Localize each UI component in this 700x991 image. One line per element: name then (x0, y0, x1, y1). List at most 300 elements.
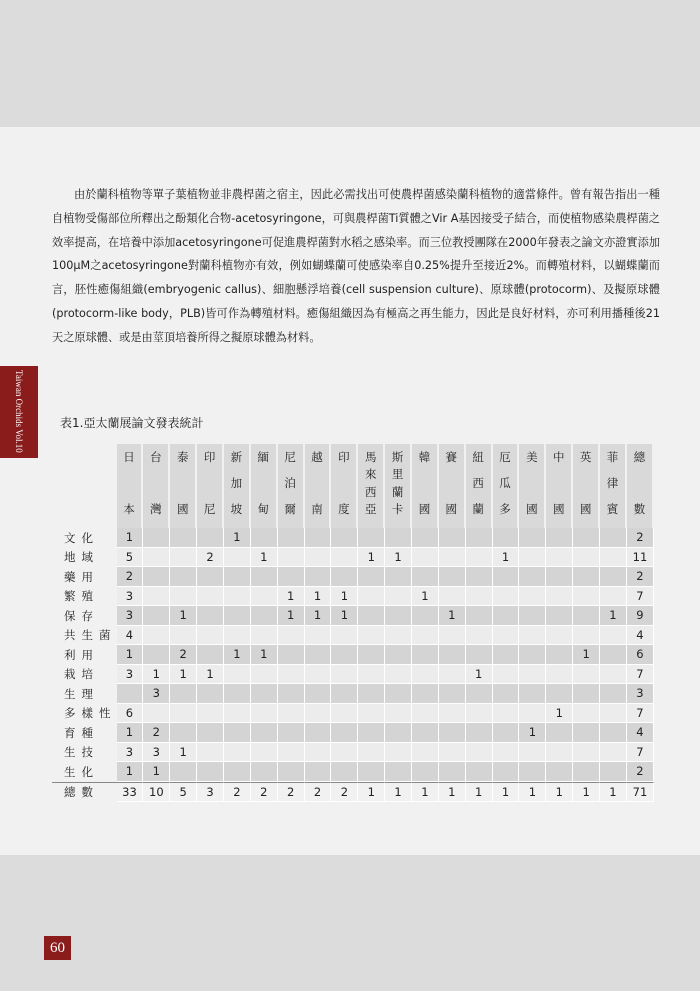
table-cell (358, 723, 385, 743)
table-cell (251, 704, 278, 724)
table-cell (546, 723, 573, 743)
table-cell (519, 704, 546, 724)
table-cell: 10 (143, 782, 170, 803)
column-header-char: 灣 (150, 502, 162, 516)
table-cell: 4 (627, 723, 654, 743)
table-cell (573, 684, 600, 704)
table-cell (251, 606, 278, 626)
table-cell (546, 587, 573, 607)
column-header-char (127, 476, 131, 490)
table-cell: 1 (331, 606, 358, 626)
table-cell: 1 (546, 782, 573, 803)
table-cell (439, 762, 466, 782)
table-cell (600, 567, 627, 587)
table-cell: 1 (224, 645, 251, 665)
table-cell (305, 528, 332, 548)
table-cell (143, 567, 170, 587)
column-header-char: 甸 (257, 502, 270, 516)
table-cell (278, 684, 305, 704)
table-cell (358, 704, 385, 724)
table-cell: 1 (385, 548, 412, 568)
column-header-char: 印 (203, 450, 216, 464)
table-cell (546, 665, 573, 685)
table-cell (493, 645, 520, 665)
column-header-char: 爾 (284, 502, 296, 516)
table-cell (493, 743, 520, 763)
table-cell (331, 548, 358, 568)
row-label: 共生菌 (64, 628, 117, 643)
table-cell (224, 704, 251, 724)
table-cell (546, 762, 573, 782)
column-header-char: 紐 (472, 450, 484, 464)
table-cell (546, 548, 573, 568)
table-cell: 1 (117, 723, 144, 743)
table-cell (305, 626, 332, 646)
table-cell (573, 528, 600, 548)
table-cell (197, 743, 224, 763)
table-cell (385, 567, 412, 587)
table-cell: 1 (197, 665, 224, 685)
table-cell (385, 743, 412, 763)
table-cell (600, 645, 627, 665)
table-cell (546, 645, 573, 665)
table-cell: 2 (627, 762, 654, 782)
column-header-char: 斯 (391, 450, 404, 464)
table-cell: 2 (278, 782, 305, 803)
table-cell (358, 665, 385, 685)
column-header-char: 尼 (284, 450, 296, 464)
column-header (305, 444, 332, 528)
table-cell: 1 (117, 528, 144, 548)
table-cell (170, 567, 197, 587)
table-cell (493, 704, 520, 724)
table-cell (412, 704, 439, 724)
table-cell: 1 (305, 606, 332, 626)
table-cell: 2 (170, 645, 197, 665)
table-cell: 1 (600, 606, 627, 626)
table-cell (251, 567, 278, 587)
column-header (117, 444, 144, 528)
table-row (52, 548, 654, 568)
column-header-char: 緬 (257, 450, 270, 464)
table-cell (224, 762, 251, 782)
row-label: 利用 (64, 647, 99, 662)
row-label: 文化 (64, 530, 99, 545)
table-corner-cell (52, 444, 117, 528)
table-cell (466, 743, 493, 763)
table-cell (466, 723, 493, 743)
table-cell (573, 743, 600, 763)
table-cell (385, 606, 412, 626)
table-cell (519, 645, 546, 665)
table-cell: 1 (573, 782, 600, 803)
top-margin-band (0, 0, 700, 127)
table-cell (600, 626, 627, 646)
table-cell (519, 684, 546, 704)
table-cell (224, 587, 251, 607)
table-row (52, 587, 654, 607)
table-cell (466, 567, 493, 587)
table-cell: 1 (358, 782, 385, 803)
body-paragraph-block (52, 183, 660, 350)
column-header-char: 馬 (364, 450, 377, 464)
table-cell: 1 (117, 645, 144, 665)
table-row (52, 762, 654, 782)
table-cell (143, 626, 170, 646)
table-cell: 2 (143, 723, 170, 743)
column-header-char: 菲 (606, 450, 619, 464)
table-cell (251, 762, 278, 782)
table-cell (197, 587, 224, 607)
table-cell (305, 762, 332, 782)
bottom-margin-band (0, 855, 700, 991)
table-cell: 2 (627, 567, 654, 587)
column-header-char: 泰 (176, 450, 189, 464)
table-cell (197, 645, 224, 665)
table-cell: 5 (117, 548, 144, 568)
statistics-table (52, 444, 654, 802)
column-header-char: 新 (230, 450, 243, 464)
table-cell (493, 567, 520, 587)
column-header (143, 444, 170, 528)
column-header-char (557, 476, 561, 490)
table-cell: 1 (493, 782, 520, 803)
column-header-char: 印 (338, 450, 350, 464)
table-cell (519, 548, 546, 568)
table-cell: 9 (627, 606, 654, 626)
column-header-char: 日 (123, 450, 135, 464)
column-header-char: 總 (633, 450, 646, 464)
table-cell: 2 (627, 528, 654, 548)
table-cell (224, 626, 251, 646)
table-cell (385, 684, 412, 704)
table-cell (466, 684, 493, 704)
table-cell (600, 684, 627, 704)
column-header-char: 卡 (391, 501, 404, 516)
column-header (224, 444, 251, 528)
table-cell (412, 606, 439, 626)
table-cell (600, 762, 627, 782)
body-paragraph: 由於蘭科植物等單子葉植物並非農桿菌之宿主，因此必需找出可使農桿菌感染蘭科植物的適當條件。曾有報告指出一種自植物受傷部位所釋出之酚類化合物-acetosyringone，可與農桿菌Ti質體之Vir A基因接受子結合，而使植物感染農桿菌之效率提高，在培養中添加acetosyringone可促進農桿菌對水稻之感染率。而三位教授團隊在2000年發表之論文亦證實添加100μM之acetosyringone對蘭科植物亦有效，例如蝴蝶蘭可使感染率自0.25%提升至接近2%。而轉殖材料，以蝴蝶蘭而言，胚性癒傷組織(embryogenic callus)、細胞懸浮培養(cell suspension culture)、原球體(protocorm)、及擬原球體(protocorm-like body，PLB)皆可作為轉殖材料。癒傷組織因為有極高之再生能力，因此是良好材料，亦可利用播種後21天之原球體、或是由莖頂培養所得之擬原球體為材料。 (52, 188, 660, 344)
table-caption: 表1.亞太蘭展論文發表統計 (60, 416, 204, 430)
table-cell (439, 626, 466, 646)
table-cell (412, 665, 439, 685)
table-cell (170, 704, 197, 724)
column-header (627, 444, 654, 528)
column-header-char: 中 (552, 450, 565, 464)
table-cell (493, 626, 520, 646)
table-cell (278, 743, 305, 763)
table-cell: 33 (117, 782, 144, 803)
table-cell (143, 645, 170, 665)
table-cell: 1 (573, 645, 600, 665)
table-cell (331, 684, 358, 704)
column-header (466, 444, 493, 528)
table-cell (278, 723, 305, 743)
column-header-char: 賓 (606, 502, 619, 516)
column-header (278, 444, 305, 528)
column-header-char (181, 476, 185, 490)
column-header-char: 多 (499, 502, 511, 516)
table-cell (412, 723, 439, 743)
row-label: 生化 (64, 764, 99, 779)
table-total-row (52, 782, 654, 803)
table-cell (278, 704, 305, 724)
table-cell (412, 645, 439, 665)
table-cell (439, 665, 466, 685)
table-cell (493, 723, 520, 743)
column-header (573, 444, 600, 528)
table-cell (251, 626, 278, 646)
column-header-char: 來 (364, 467, 377, 482)
table-cell (466, 762, 493, 782)
column-header-char: 美 (526, 450, 538, 464)
table-cell (573, 587, 600, 607)
table-cell: 1 (117, 762, 144, 782)
column-header-char (449, 476, 453, 490)
table-cell (251, 665, 278, 685)
table-cell: 1 (546, 704, 573, 724)
table-cell: 4 (117, 626, 144, 646)
table-cell (412, 684, 439, 704)
column-header-char: 蘭 (391, 484, 404, 499)
table-cell (170, 626, 197, 646)
table-cell (143, 548, 170, 568)
table-cell (331, 704, 358, 724)
table-cell: 1 (278, 606, 305, 626)
table-cell (224, 567, 251, 587)
column-header-char: 南 (311, 502, 323, 516)
table-row (52, 645, 654, 665)
table-cell (600, 723, 627, 743)
table-cell (385, 587, 412, 607)
table-cell: 1 (170, 743, 197, 763)
table-cell: 1 (331, 587, 358, 607)
table-cell (278, 762, 305, 782)
column-header-char (342, 476, 346, 490)
table-cell (197, 606, 224, 626)
column-header-char (530, 476, 534, 490)
table-cell (278, 665, 305, 685)
table-cell: 1 (224, 528, 251, 548)
table-cell (358, 684, 385, 704)
table-cell (331, 762, 358, 782)
table-cell (385, 528, 412, 548)
column-header-char (638, 476, 642, 490)
table-cell (358, 528, 385, 548)
table-cell: 6 (117, 704, 144, 724)
column-header-char: 瓜 (499, 476, 511, 490)
column-header-char: 西 (472, 476, 484, 490)
table-cell (519, 665, 546, 685)
table-cell (331, 665, 358, 685)
table-cell (331, 528, 358, 548)
column-header (519, 444, 546, 528)
table-cell: 4 (627, 626, 654, 646)
table-cell: 2 (331, 782, 358, 803)
row-label: 地域 (64, 550, 99, 565)
table-row (52, 567, 654, 587)
table-cell (170, 684, 197, 704)
table-cell (385, 626, 412, 646)
table-cell (466, 587, 493, 607)
table-cell: 7 (627, 743, 654, 763)
table-cell: 3 (627, 684, 654, 704)
table-cell (385, 762, 412, 782)
table-cell: 7 (627, 665, 654, 685)
table-cell (573, 567, 600, 587)
column-header-char: 厄 (499, 450, 511, 464)
table-cell (493, 684, 520, 704)
column-header-char: 國 (176, 502, 189, 516)
column-header-char (261, 476, 265, 490)
table-cell (546, 528, 573, 548)
table-cell (600, 704, 627, 724)
table-cell (493, 665, 520, 685)
table-cell: 3 (117, 606, 144, 626)
table-cell: 1 (358, 548, 385, 568)
table-cell (143, 606, 170, 626)
column-header (412, 444, 439, 528)
column-header-char: 越 (311, 450, 323, 464)
table-cell: 3 (143, 684, 170, 704)
table-cell (143, 587, 170, 607)
table-cell (358, 645, 385, 665)
column-header (546, 444, 573, 528)
table-cell (439, 567, 466, 587)
table-cell: 7 (627, 587, 654, 607)
table-cell (519, 743, 546, 763)
column-header-char: 加 (230, 476, 243, 490)
column-header (385, 444, 412, 528)
column-header-char: 尼 (203, 502, 216, 516)
table-cell (466, 704, 493, 724)
table-cell: 1 (305, 587, 332, 607)
table-cell (197, 684, 224, 704)
column-header-char: 律 (606, 476, 619, 490)
table-cell: 1 (466, 782, 493, 803)
table-cell (439, 704, 466, 724)
table-cell (439, 743, 466, 763)
table-cell: 3 (117, 665, 144, 685)
column-header-char (315, 476, 319, 490)
table-row (52, 606, 654, 626)
table-cell: 1 (600, 782, 627, 803)
row-label: 生理 (64, 686, 99, 701)
table-cell (358, 587, 385, 607)
table-cell (117, 684, 144, 704)
column-header-char: 賽 (445, 450, 458, 464)
table-cell (331, 723, 358, 743)
row-label: 藥用 (64, 569, 99, 584)
table-cell (519, 626, 546, 646)
row-label: 繁殖 (64, 589, 99, 604)
table-cell (251, 684, 278, 704)
table-cell (278, 548, 305, 568)
table-cell (331, 743, 358, 763)
table-cell: 3 (117, 743, 144, 763)
table-row (52, 743, 654, 763)
column-header (251, 444, 278, 528)
table-cell (331, 567, 358, 587)
table-cell (412, 528, 439, 548)
table-cell (331, 645, 358, 665)
table-cell (519, 587, 546, 607)
table-cell (466, 548, 493, 568)
table-cell (519, 606, 546, 626)
table-cell (519, 567, 546, 587)
table-cell (573, 665, 600, 685)
table-cell (466, 645, 493, 665)
column-header-char: 西 (364, 484, 377, 499)
table-cell (197, 626, 224, 646)
table-cell: 1 (466, 665, 493, 685)
column-header-char: 度 (338, 502, 350, 516)
column-header-char: 國 (526, 502, 538, 516)
column-header (493, 444, 520, 528)
table-cell (385, 723, 412, 743)
table-cell: 1 (412, 587, 439, 607)
column-header-char (208, 476, 212, 490)
table-cell (519, 762, 546, 782)
table-cell (385, 704, 412, 724)
table-body (52, 528, 654, 802)
table-cell: 1 (439, 782, 466, 803)
column-header-char: 泊 (284, 476, 296, 490)
table-cell (251, 528, 278, 548)
table-row (52, 626, 654, 646)
table-cell (143, 528, 170, 548)
row-label: 多樣性 (64, 706, 117, 721)
table-cell (305, 567, 332, 587)
table-cell (412, 762, 439, 782)
table-cell (412, 743, 439, 763)
table-cell: 2 (251, 782, 278, 803)
table-cell (170, 587, 197, 607)
table-cell (305, 704, 332, 724)
table-cell (224, 665, 251, 685)
table-cell (466, 528, 493, 548)
table-cell: 1 (519, 782, 546, 803)
table-cell (224, 684, 251, 704)
table-cell (358, 567, 385, 587)
column-header (331, 444, 358, 528)
table-cell (385, 665, 412, 685)
table-cell (224, 723, 251, 743)
table-cell: 3 (117, 587, 144, 607)
table-cell (224, 743, 251, 763)
table-cell (278, 567, 305, 587)
table-cell: 3 (143, 743, 170, 763)
table-cell (197, 762, 224, 782)
table-cell (358, 626, 385, 646)
table-row (52, 704, 654, 724)
page-number: 60 (44, 936, 71, 960)
table-cell: 1 (170, 606, 197, 626)
table-cell (412, 548, 439, 568)
table-cell (385, 645, 412, 665)
table-cell (546, 743, 573, 763)
column-header (600, 444, 627, 528)
table-cell: 1 (519, 723, 546, 743)
table-cell (305, 645, 332, 665)
table-cell: 71 (627, 782, 654, 803)
column-header-char: 國 (552, 502, 565, 516)
journal-side-tab-label: Taiwan Orchids Vol.10 (14, 370, 24, 453)
table-cell: 1 (385, 782, 412, 803)
table-cell (600, 528, 627, 548)
table-cell (573, 762, 600, 782)
